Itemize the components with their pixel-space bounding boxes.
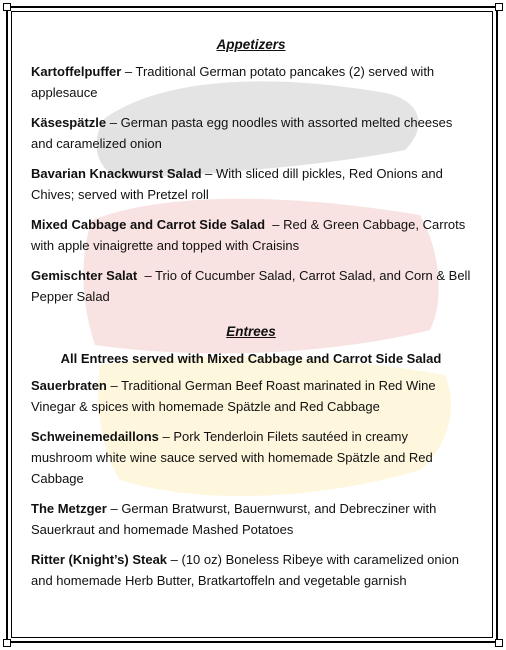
menu-item-separator: –	[106, 115, 121, 130]
menu-item-separator: –	[167, 552, 182, 567]
menu-item-separator: –	[106, 501, 122, 516]
menu-item	[31, 214, 471, 256]
menu-item-name: Käsespätzle	[31, 115, 107, 130]
menu-item	[31, 163, 471, 205]
menu-item-separator: –	[201, 166, 216, 181]
entrees-note: All Entrees served with Mixed Cabbage and Carrot Side Salad	[60, 351, 442, 366]
menu-item	[31, 549, 471, 591]
corner-ornament-bl	[3, 639, 11, 647]
menu-item-separator: –	[121, 64, 136, 79]
menu-item-separator: –	[265, 217, 284, 232]
menu-item-name: Schweinemedaillons	[31, 429, 159, 444]
corner-ornament-br	[495, 639, 503, 647]
menu-item-description: With sliced dill pickles, Red Onions and Chives; served with Pretzel roll	[31, 166, 443, 202]
menu-item-separator: –	[137, 268, 156, 283]
menu-item-separator: –	[106, 378, 122, 393]
menu-item-name: The Metzger	[31, 501, 107, 516]
menu-item-description: Trio of Cucumber Salad, Carrot Salad, and Corn & Bell Pepper Salad	[31, 268, 471, 304]
menu-item	[31, 61, 471, 103]
menu-item-description: (10 oz) Boneless Ribeye with caramelized onion and homemade Herb Butter, Bratkartoffeln and vegetable garnish	[31, 552, 459, 588]
corner-ornament-tr	[495, 3, 503, 11]
menu-item	[31, 426, 471, 489]
entrees-heading: Entrees	[226, 324, 276, 339]
entree-list	[31, 375, 471, 591]
appetizers-heading: Appetizers	[216, 37, 286, 52]
menu-item-description: German pasta egg noodles with assorted melted cheeses and caramelized onion	[31, 115, 453, 151]
menu-item-description: German Bratwurst, Bauernwurst, and Debrecziner with Sauerkraut and homemade Mashed Potatoes	[31, 501, 437, 537]
menu-item-name: Sauerbraten	[31, 378, 107, 393]
menu-item	[31, 498, 471, 540]
menu-item-name: Bavarian Knackwurst Salad	[31, 166, 202, 181]
menu-item	[31, 112, 471, 154]
menu-item-description: Traditional German Beef Roast marinated in Red Wine Vinegar & spices with homemade Spätzle and Red Cabbage	[31, 378, 436, 414]
menu-item	[31, 265, 471, 307]
corner-ornament-tl	[3, 3, 11, 11]
menu-item-name: Mixed Cabbage and Carrot Side Salad	[31, 217, 266, 232]
menu-item-description: Pork Tenderloin Filets sautéed in creamy mushroom white wine sauce served with homemade Spätzle and Red Cabbage	[31, 429, 433, 486]
menu-item-name: Kartoffelpuffer	[31, 64, 122, 79]
menu-item-name: Gemischter Salat	[31, 268, 138, 283]
appetizer-list	[31, 61, 471, 307]
menu-item-name: Ritter (Knight’s) Steak	[31, 552, 168, 567]
menu-item-description: Traditional German potato pancakes (2) served with applesauce	[31, 64, 435, 100]
menu-content	[31, 34, 471, 600]
menu-item-description: Red & Green Cabbage, Carrots with apple vinaigrette and topped with Craisins	[31, 217, 466, 253]
menu-item-separator: –	[158, 429, 174, 444]
menu-item	[31, 375, 471, 417]
